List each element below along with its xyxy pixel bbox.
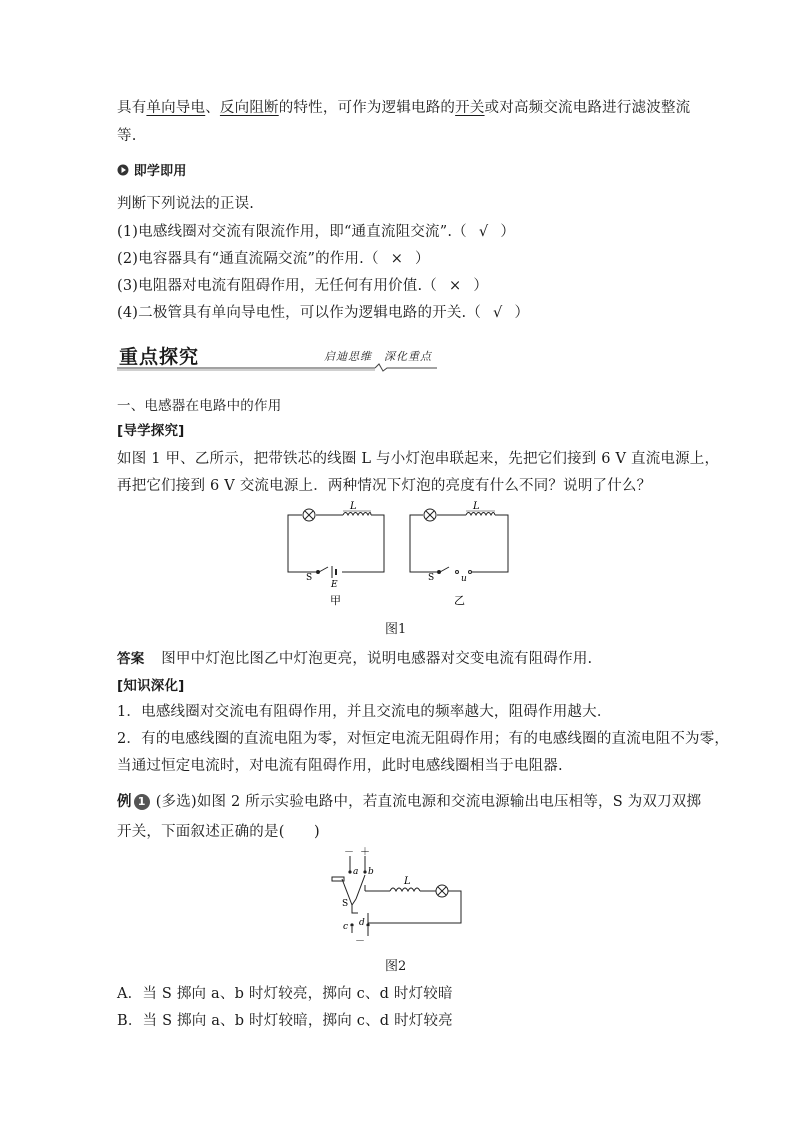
underlined-term: 开关 [455, 100, 485, 116]
emf-label: E [331, 580, 338, 590]
intro-text: 的特性，可作为逻辑电路的 [278, 100, 456, 116]
answer-label: 答案 [117, 651, 145, 667]
figure-2-caption: 图2 [385, 959, 407, 974]
topic-title: 一、电感器在电路中的作用 [117, 398, 282, 414]
knowledge-p2-line-2: 当通过恒定电流时，对电流有阻碍作用，此时电感线圈相当于电阻器. [117, 758, 563, 774]
guide-line-2: 再把它们接到 6 V 交流电源上．两种情况下灯泡的亮度有什么不同？说明了什么？ [117, 478, 652, 494]
practice-title: 即学即用 [133, 164, 187, 179]
play-circle-icon [117, 164, 129, 176]
terminal-a-label: a [353, 867, 359, 877]
minus-label-bottom: － [355, 936, 365, 947]
practice-item [117, 301, 529, 322]
terminal-c-label: c [343, 922, 349, 932]
knowledge-label: [知识深化] [117, 678, 185, 694]
plus-label-top: ＋ [360, 847, 370, 858]
figure-1-label-yi: 乙 [454, 594, 465, 607]
knowledge-p1: 1．电感线圈对交流电有阻碍作用，并且交流电的频率越大，阻碍作用越大． [117, 704, 612, 720]
section-heading [117, 340, 437, 372]
practice-item [117, 220, 515, 241]
example-line-1 [117, 790, 701, 811]
practice-prompt: 判断下列说法的正误. [117, 196, 255, 212]
figure-2-circuit [328, 843, 478, 948]
check-mark: √ [493, 305, 503, 321]
practice-item-text: (2)电容器具有“通直流隔交流”的作用.（ [117, 251, 379, 267]
practice-title-row [117, 160, 187, 179]
switch-label: S [342, 899, 349, 909]
terminal-d-label: d [359, 918, 365, 928]
practice-item-close: ） [514, 305, 530, 321]
figure-1-label-jia: 甲 [330, 594, 341, 607]
circuit-jia [288, 509, 384, 578]
circuit-yi [410, 509, 508, 574]
intro-line-1 [117, 96, 690, 117]
intro-text: 具有 [117, 100, 147, 116]
option-a: A．当 S 掷向 a、b 时灯较亮，掷向 c、d 时灯较暗 [117, 986, 453, 1002]
section-subtitle: 启迪思维 深化重点 [324, 350, 432, 363]
coil-label: L [473, 501, 480, 512]
example-line-2: 开关，下面叙述正确的是( ) [117, 824, 320, 840]
practice-item-text: (3)电阻器对电流有阻碍作用，无任何有用价值.（ [117, 278, 437, 294]
example-text: (多选)如图 2 所示实验电路中，若直流电源和交流电源输出电压相等，S 为双刀双掷 [155, 794, 702, 810]
intro-text: 或对高频交流电路进行滤波整流 [484, 100, 691, 116]
underlined-term: 反向阻断 [219, 100, 279, 116]
voltage-label: u [461, 574, 467, 584]
coil-label: L [350, 501, 357, 512]
figure-1-caption: 图1 [385, 622, 407, 637]
switch-label: S [428, 573, 435, 583]
section-title: 重点探究 [119, 346, 200, 368]
answer-text: 图甲中灯泡比图乙中灯泡更亮，说明电感器对交变电流有阻碍作用. [161, 651, 593, 667]
underlined-term: 单向导电 [146, 100, 206, 116]
practice-item-text: (1)电感线圈对交流有限流作用，即“通直流阻交流”.（ [117, 224, 467, 240]
figure-1-circuits [280, 500, 520, 610]
guide-line-1: 如图 1 甲、乙所示，把带铁芯的线圈 L 与小灯泡串联起来，先把它们接到 6 V 直流电源上， [117, 451, 720, 467]
practice-item [117, 247, 430, 268]
example-number-badge: 1 [134, 794, 150, 810]
practice-item-close: ） [473, 278, 489, 294]
practice-item-close: ） [415, 251, 430, 267]
practice-item [117, 274, 488, 295]
intro-line-2: 等. [117, 128, 137, 144]
terminal-b-label: b [368, 867, 374, 877]
practice-item-close: ） [500, 224, 516, 240]
knowledge-p2-line-1: 2．有的电感线圈的直流电阻为零，对恒定电流无阻碍作用；有的电感线圈的直流电阻不为零， [117, 731, 730, 747]
option-b: B．当 S 掷向 a、b 时灯较暗，掷向 c、d 时灯较亮 [117, 1013, 453, 1029]
cross-mark: × [448, 278, 462, 294]
guide-label: [导学探究] [117, 423, 185, 439]
intro-text: 、 [205, 100, 220, 116]
minus-label-top: － [344, 847, 354, 858]
check-mark: √ [478, 224, 489, 240]
cross-mark: × [390, 251, 404, 267]
practice-item-text: (4)二极管具有单向导电性，可以作为逻辑电路的开关.（ [117, 305, 482, 321]
switch-label: S [306, 573, 313, 583]
answer-row [117, 647, 592, 668]
example-label: 例 [117, 794, 132, 810]
coil-label: L [404, 876, 411, 887]
